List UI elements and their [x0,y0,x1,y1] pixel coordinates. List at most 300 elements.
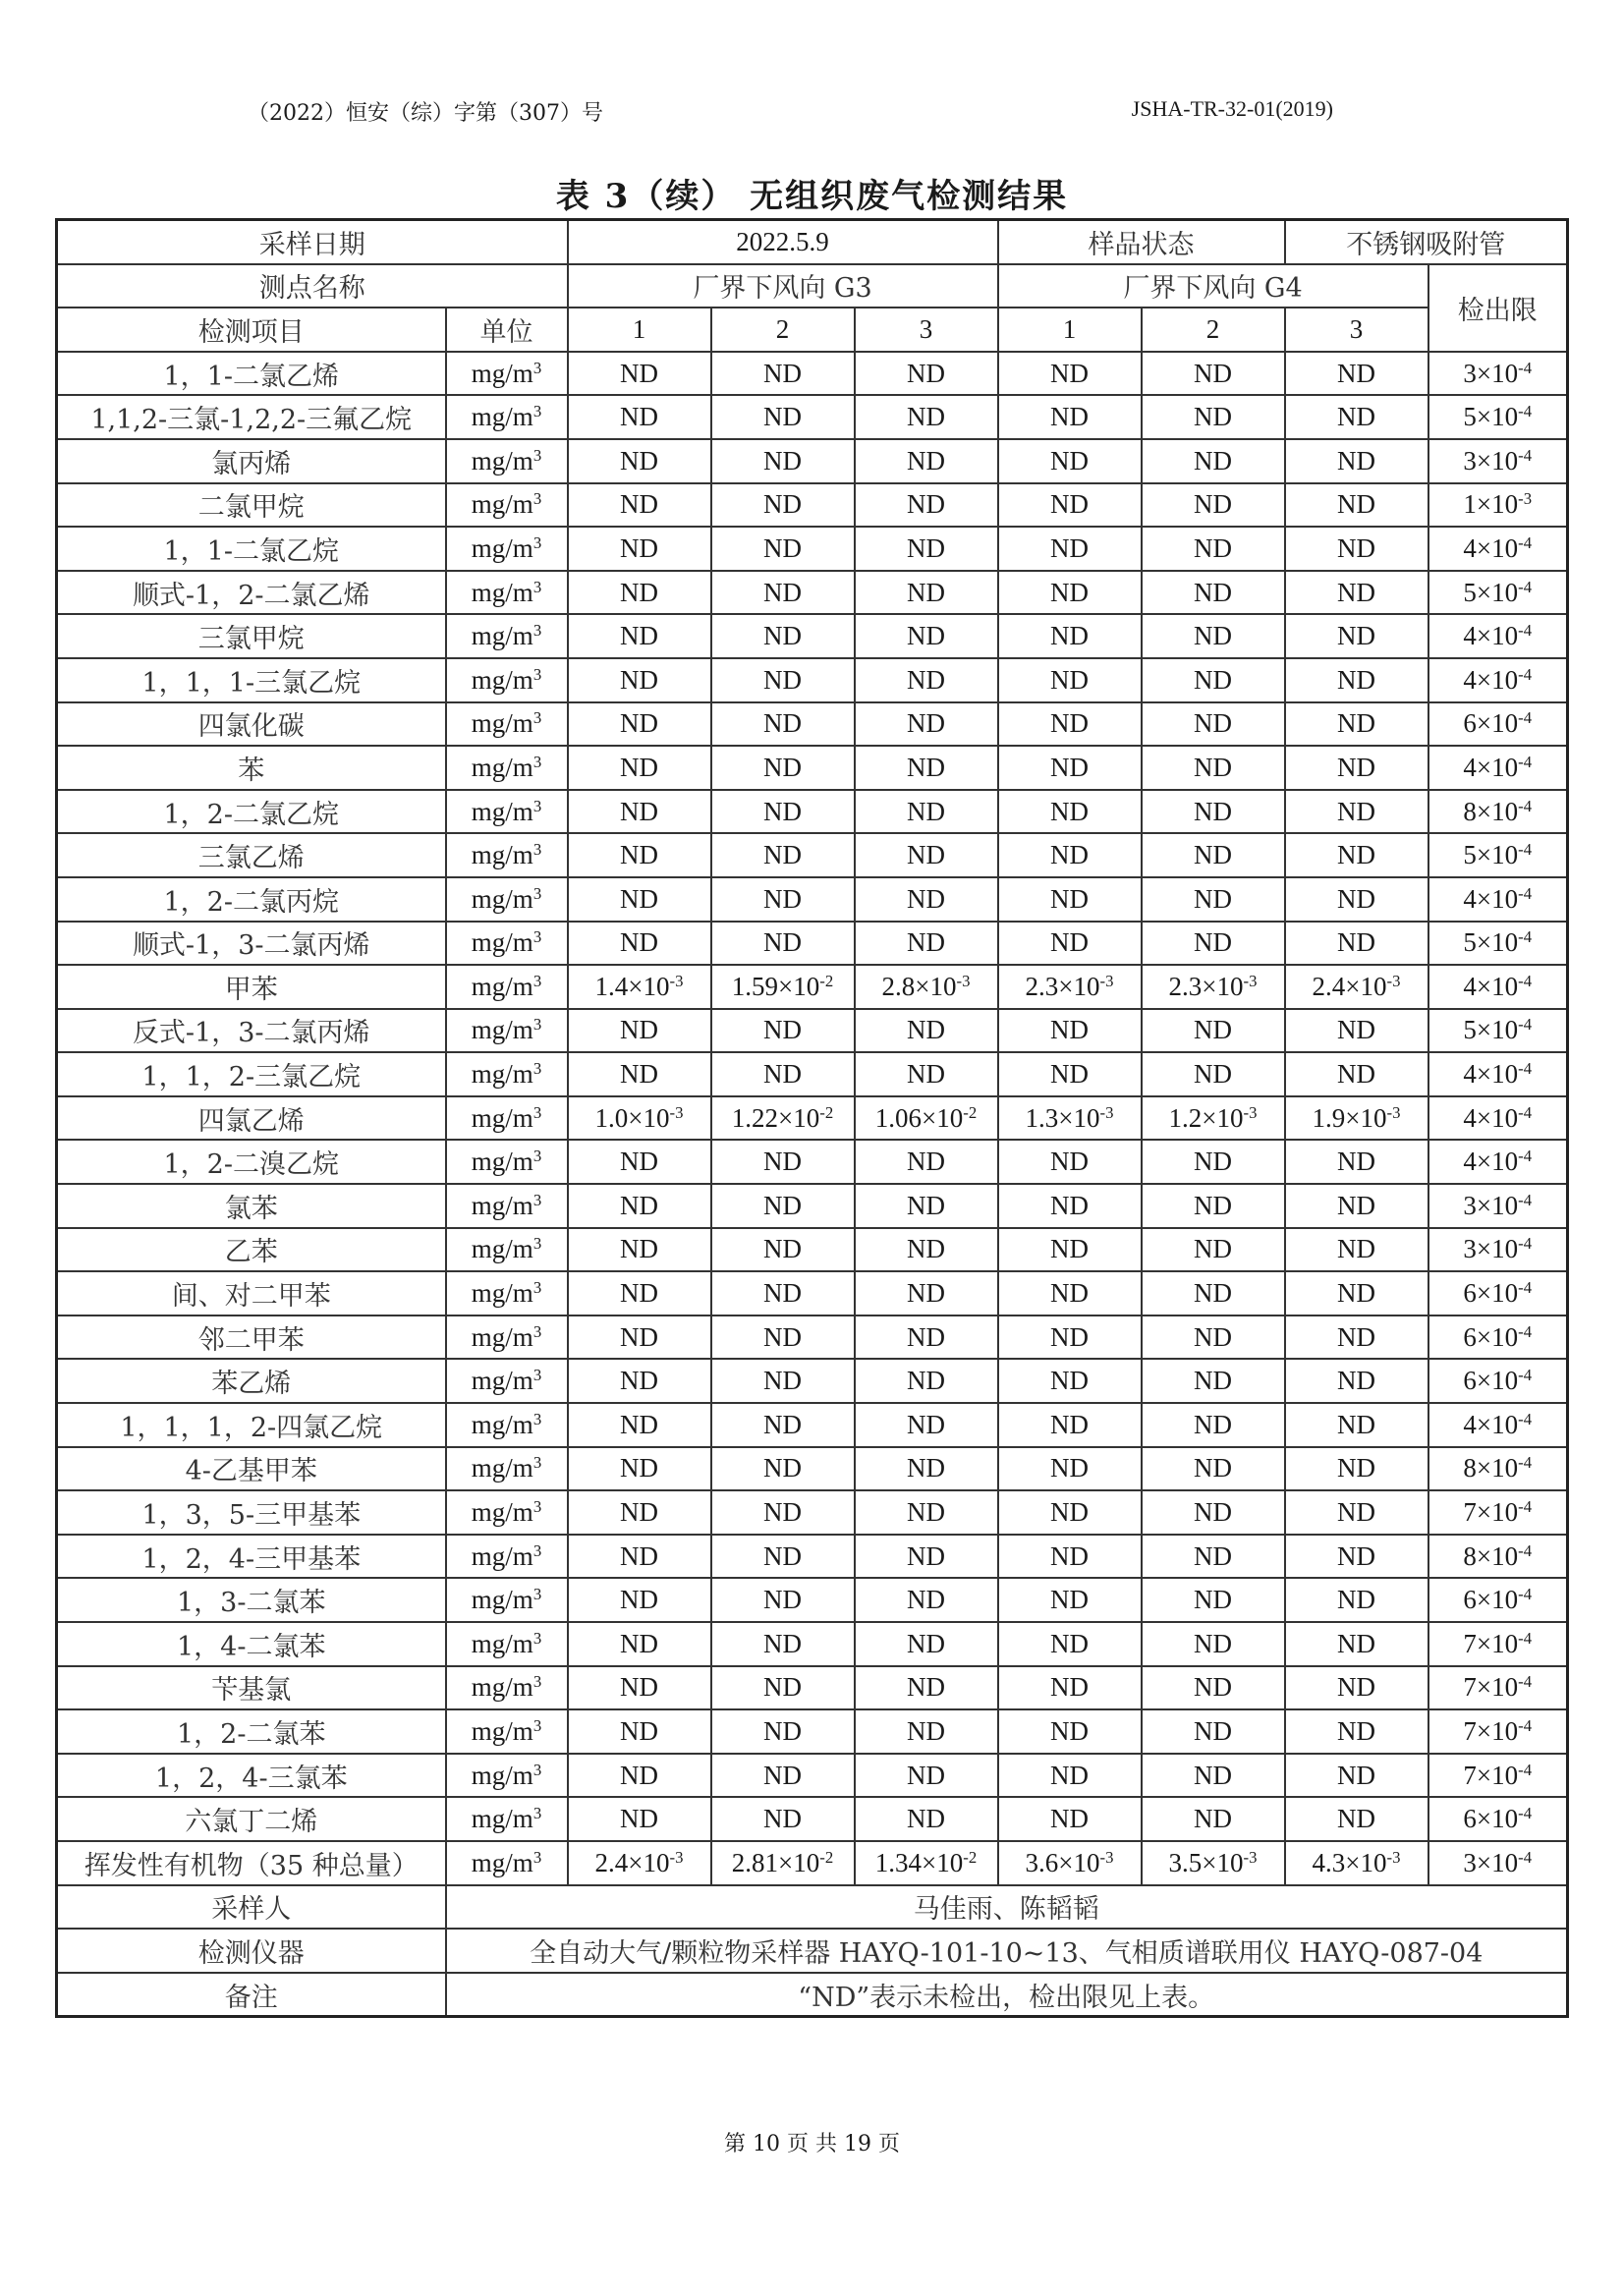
result-value: ND [1285,877,1428,922]
result-value: ND [855,1271,998,1315]
results-table [55,218,1569,2018]
result-value: ND [1142,1315,1285,1360]
result-value: ND [855,614,998,658]
table-row [57,1578,1568,1622]
table-row [57,1666,1568,1710]
unit-cell [446,1052,568,1096]
unit-exponent: 3 [532,489,542,509]
unit-text: mg/m [471,402,533,432]
detection-limit [1428,833,1568,877]
limit-exponent: -4 [1518,1453,1533,1473]
limit-base: 6×10 [1463,1321,1519,1352]
limit-base: 4×10 [1463,883,1519,914]
result-value: $1.9\times 10^{-3}$ [1285,1096,1428,1141]
result-value: ND [855,1052,998,1096]
result-value: ND [855,1709,998,1754]
result-value: ND [1285,702,1428,747]
result-value: ND [1142,483,1285,528]
unit-text: mg/m [471,1321,533,1352]
result-value: ND [568,1228,711,1272]
result-value: ND [1285,658,1428,702]
unit-text: mg/m [471,1366,533,1396]
result-value: ND [998,1535,1142,1579]
result-value: ND [1142,1052,1285,1096]
point-g3: 厂界下风向 G3 [568,264,998,308]
limit-exponent: -4 [1518,883,1533,903]
table-row [57,833,1568,877]
result-value: ND [711,1666,855,1710]
unit-exponent: 3 [532,796,542,815]
unit-exponent: 3 [532,445,542,465]
table-row [57,1622,1568,1666]
result-value: ND [998,439,1142,483]
item-name: 4-乙基甲苯 [57,1447,446,1491]
result-value: ND [855,1578,998,1622]
unit-exponent: 3 [532,358,542,377]
unit-exponent: 3 [532,971,542,990]
unit-text: mg/m [471,577,533,607]
row-column-headers [57,308,1568,352]
unit-cell [446,527,568,571]
result-value: ND [1285,527,1428,571]
unit-cell [446,746,568,790]
item-name: 苯 [57,746,446,790]
limit-base: 4×10 [1463,1059,1519,1090]
result-value: ND [711,1184,855,1228]
unit-text: mg/m [471,927,533,958]
limit-exponent: -4 [1518,445,1533,465]
limit-exponent: -4 [1518,708,1533,728]
result-value: ND [568,1622,711,1666]
row-sampler [57,1885,1568,1930]
result-value: ND [1142,1622,1285,1666]
unit-text: mg/m [471,1672,533,1703]
result-value: ND [855,702,998,747]
limit-exponent: -4 [1518,1366,1533,1385]
limit-base: 7×10 [1463,1760,1519,1790]
result-value: ND [1142,1490,1285,1535]
result-value: ND [568,1578,711,1622]
limit-exponent: -4 [1518,532,1533,552]
limit-base: 5×10 [1463,402,1519,432]
result-value: ND [711,439,855,483]
result-value: $2.4\times 10^{-3}$ [1285,965,1428,1009]
limit-base: 6×10 [1463,1804,1519,1834]
detection-limit [1428,658,1568,702]
result-value: $2.8\times 10^{-3}$ [855,965,998,1009]
table-row [57,352,1568,396]
result-value: $1.06\times 10^{-2}$ [855,1096,998,1141]
result-value: $1.4\times 10^{-3}$ [568,965,711,1009]
result-value: ND [568,1315,711,1360]
unit-text: mg/m [471,1540,533,1571]
detection-limit [1428,702,1568,747]
unit-text: mg/m [471,532,533,563]
result-value: ND [568,833,711,877]
limit-exponent: -4 [1518,1496,1533,1516]
result-value: ND [568,1447,711,1491]
unit-cell [446,1184,568,1228]
unit-cell [446,571,568,615]
limit-exponent: -4 [1518,1540,1533,1560]
result-value: ND [711,1447,855,1491]
result-value: ND [1285,1403,1428,1447]
table-row [57,527,1568,571]
result-value: ND [855,922,998,966]
table-row [57,1709,1568,1754]
unit-text: mg/m [471,840,533,870]
table-row [57,571,1568,615]
limit-base: 5×10 [1463,1015,1519,1045]
unit-exponent: 3 [532,927,542,947]
result-value: ND [711,1403,855,1447]
result-value: ND [1142,1228,1285,1272]
result-value: ND [711,1052,855,1096]
result-value: ND [1285,1315,1428,1360]
result-value: ND [568,1140,711,1184]
item-name: 间、对二甲苯 [57,1271,446,1315]
result-value: ND [1285,614,1428,658]
result-value: ND [998,352,1142,396]
sampling-date-label: 采样日期 [57,220,568,264]
unit-cell [446,1271,568,1315]
result-value: ND [1142,746,1285,790]
item-name: 氯丙烯 [57,439,446,483]
limit-exponent: -4 [1518,1147,1533,1166]
item-name: 邻二甲苯 [57,1315,446,1360]
result-value: ND [568,1797,711,1841]
detection-limit [1428,1140,1568,1184]
row-remark [57,1973,1568,2017]
row-point-name [57,264,1568,308]
result-value: ND [711,877,855,922]
limit-exponent: -4 [1518,1277,1533,1297]
item-name: 1，1，2-三氯乙烷 [57,1052,446,1096]
result-value: ND [855,1535,998,1579]
result-value: $2.3\times 10^{-3}$ [998,965,1142,1009]
result-value: ND [1285,1535,1428,1579]
unit-text: mg/m [471,1497,533,1528]
unit-exponent: 3 [532,577,542,596]
limit-base: 4×10 [1463,1409,1519,1439]
unit-text: mg/m [471,1847,533,1877]
result-value: ND [1142,614,1285,658]
detection-limit [1428,395,1568,439]
limit-exponent: -4 [1518,796,1533,815]
result-value: $1.2\times 10^{-3}$ [1142,1096,1285,1141]
result-value: ND [568,395,711,439]
unit-exponent: 3 [532,1715,542,1735]
unit-exponent: 3 [532,1015,542,1035]
result-value: ND [1142,352,1285,396]
unit-cell [446,614,568,658]
limit-base: 7×10 [1463,1628,1519,1658]
result-value: ND [711,1709,855,1754]
unit-cell [446,1578,568,1622]
unit-cell [446,965,568,1009]
limit-base: 5×10 [1463,840,1519,870]
unit-text: mg/m [471,971,533,1001]
detection-limit [1428,439,1568,483]
limit-base: 3×10 [1463,1847,1519,1877]
limit-base: 4×10 [1463,532,1519,563]
result-value: ND [568,439,711,483]
table-row [57,702,1568,747]
limit-base: 3×10 [1463,1190,1519,1220]
table-row [57,746,1568,790]
unit-text: mg/m [471,1760,533,1790]
result-value: ND [855,395,998,439]
limit-exponent: -4 [1518,1015,1533,1035]
page-number: 第 10 页 共 19 页 [724,2132,900,2156]
unit-exponent: 3 [532,1496,542,1516]
unit-text: mg/m [471,1015,533,1045]
limit-exponent: -4 [1518,1102,1533,1122]
sample-number: 1 [568,308,711,352]
table-row [57,1359,1568,1403]
result-value: ND [855,1403,998,1447]
sampler-label: 采样人 [57,1885,446,1930]
result-value: ND [568,527,711,571]
result-value: ND [1142,833,1285,877]
result-value: ND [855,1666,998,1710]
unit-cell [446,1754,568,1798]
limit-exponent: -4 [1518,1803,1533,1822]
limit-exponent: -4 [1518,358,1533,377]
result-value: ND [711,790,855,834]
detection-limit [1428,483,1568,528]
point-name-label: 测点名称 [57,264,568,308]
detection-limit [1428,1403,1568,1447]
result-value: ND [1142,527,1285,571]
table-row [57,395,1568,439]
limit-base: 6×10 [1463,1366,1519,1396]
result-value: ND [711,1797,855,1841]
result-value: ND [711,1271,855,1315]
unit-exponent: 3 [532,1277,542,1297]
limit-base: 7×10 [1463,1715,1519,1746]
limit-base: 8×10 [1463,796,1519,826]
unit-exponent: 3 [532,1058,542,1078]
limit-exponent: -4 [1518,1672,1533,1692]
unit-exponent: 3 [532,883,542,903]
result-value: ND [1285,1009,1428,1053]
sample-number: 2 [711,308,855,352]
limit-base: 4×10 [1463,1102,1519,1133]
row-sampling-date [57,220,1568,264]
sampling-date-value: 2022.5.9 [568,220,998,264]
limit-base: 4×10 [1463,971,1519,1001]
unit-exponent: 3 [532,1628,542,1648]
result-value: $1.0\times 10^{-3}$ [568,1096,711,1141]
item-name: 挥发性有机物（35 种总量） [57,1841,446,1885]
result-value: ND [1285,439,1428,483]
unit-cell [446,395,568,439]
unit-cell [446,833,568,877]
item-name: 六氯丁二烯 [57,1797,446,1841]
result-value: ND [855,1797,998,1841]
result-value: ND [1285,483,1428,528]
limit-exponent: -4 [1518,1190,1533,1209]
sample-number: 3 [1285,308,1428,352]
result-value: ND [998,1709,1142,1754]
sampler-value: 马佳雨、陈韬韬 [446,1885,1568,1930]
unit-text: mg/m [471,1190,533,1220]
limit-base: 4×10 [1463,621,1519,651]
limit-exponent: -4 [1518,1847,1533,1867]
unit-text: mg/m [471,1804,533,1834]
limit-exponent: -4 [1518,971,1533,990]
result-value: ND [568,658,711,702]
result-value: ND [998,1403,1142,1447]
result-value: ND [711,395,855,439]
result-value: ND [998,571,1142,615]
unit-exponent: 3 [532,532,542,552]
result-value: ND [1285,1228,1428,1272]
table-row [57,1271,1568,1315]
result-value: ND [1142,1184,1285,1228]
result-value: ND [711,527,855,571]
unit-cell [446,1009,568,1053]
item-name: 二氯甲烷 [57,483,446,528]
limit-base: 5×10 [1463,577,1519,607]
detection-limit [1428,1271,1568,1315]
result-value: ND [1142,1535,1285,1579]
item-name: 四氯乙烯 [57,1096,446,1141]
table-row [57,439,1568,483]
result-value: ND [711,1009,855,1053]
item-name: 1，1，1，2-四氯乙烷 [57,1403,446,1447]
result-value: ND [568,1535,711,1579]
result-value: ND [855,439,998,483]
table-row [57,1490,1568,1535]
result-value: ND [568,1666,711,1710]
result-value: $3.5\times 10^{-3}$ [1142,1841,1285,1885]
result-value: $2.81\times 10^{-2}$ [711,1841,855,1885]
result-value: ND [855,1228,998,1272]
unit-exponent: 3 [532,1366,542,1385]
result-value: ND [855,571,998,615]
unit-cell [446,1797,568,1841]
result-value: ND [1285,1797,1428,1841]
result-value: ND [711,1140,855,1184]
unit-exponent: 3 [532,1234,542,1254]
unit-exponent: 3 [532,752,542,771]
unit-text: mg/m [471,621,533,651]
limit-exponent: -3 [1518,489,1533,509]
unit-exponent: 3 [532,708,542,728]
item-name: 1，3，5-三甲基苯 [57,1490,446,1535]
instrument-value: 全自动大气/颗粒物采样器 HAYQ-101-10~13、气相质谱联用仪 HAYQ-087-04 [446,1929,1568,1973]
detection-limit [1428,352,1568,396]
result-value: ND [998,1052,1142,1096]
remark-value: “ND”表示未检出，检出限见上表。 [446,1973,1568,2017]
limit-exponent: -4 [1518,1234,1533,1254]
result-value: ND [998,1666,1142,1710]
row-instrument [57,1929,1568,1973]
result-value: ND [568,1052,711,1096]
unit-exponent: 3 [532,664,542,684]
result-value: ND [998,1228,1142,1272]
result-value: ND [855,527,998,571]
table-row [57,614,1568,658]
item-name: 1,1,2-三氯-1,2,2-三氟乙烷 [57,395,446,439]
result-value: $2.3\times 10^{-3}$ [1142,965,1285,1009]
result-value: ND [998,1140,1142,1184]
result-value: ND [855,1315,998,1360]
result-value: ND [568,352,711,396]
result-value: ND [855,833,998,877]
result-value: ND [998,527,1142,571]
result-value: ND [711,833,855,877]
unit-exponent: 3 [532,1585,542,1603]
limit-base: 8×10 [1463,1453,1519,1483]
result-value: ND [1285,1622,1428,1666]
result-value: ND [1142,1754,1285,1798]
result-value: $1.3\times 10^{-3}$ [998,1096,1142,1141]
result-value: ND [1142,1447,1285,1491]
item-name: 顺式-1，3-二氯丙烯 [57,922,446,966]
item-name: 1，1-二氯乙烯 [57,352,446,396]
result-value: ND [1142,922,1285,966]
result-value: ND [1285,1052,1428,1096]
detection-limit [1428,877,1568,922]
detection-limit [1428,1490,1568,1535]
limit-exponent: -4 [1518,401,1533,420]
limit-base: 3×10 [1463,445,1519,476]
unit-text: mg/m [471,1102,533,1133]
table-row [57,1535,1568,1579]
report-number: （2022）恒安（综）字第（307）号 [248,101,603,126]
unit-exponent: 3 [532,1803,542,1822]
result-value: ND [568,1403,711,1447]
result-value: ND [998,746,1142,790]
table-row [57,1403,1568,1447]
result-value: ND [998,483,1142,528]
detection-limit [1428,746,1568,790]
item-name: 1，2，4-三甲基苯 [57,1535,446,1579]
item-name: 1，4-二氯苯 [57,1622,446,1666]
result-value: ND [998,790,1142,834]
unit-cell [446,483,568,528]
detection-limit [1428,1754,1568,1798]
result-value: ND [711,658,855,702]
unit-exponent: 3 [532,401,542,420]
item-name: 氯苯 [57,1184,446,1228]
result-value: ND [1285,1666,1428,1710]
sample-state-label: 样品状态 [998,220,1285,264]
limit-base: 4×10 [1463,1147,1519,1177]
unit-text: mg/m [471,358,533,388]
table-row [57,877,1568,922]
result-value: ND [855,1140,998,1184]
unit-cell [446,1315,568,1360]
result-value: ND [1285,1709,1428,1754]
unit-text: mg/m [471,1278,533,1309]
limit-base: 6×10 [1463,1278,1519,1309]
limit-exponent: -4 [1518,664,1533,684]
limit-base: 6×10 [1463,708,1519,739]
unit-cell [446,1841,568,1885]
result-value: ND [1285,746,1428,790]
detection-limit [1428,790,1568,834]
result-value: ND [1142,877,1285,922]
result-value: ND [568,1184,711,1228]
table-row [57,1797,1568,1841]
point-g4: 厂界下风向 G4 [998,264,1428,308]
result-value: ND [711,352,855,396]
result-value: ND [998,1359,1142,1403]
